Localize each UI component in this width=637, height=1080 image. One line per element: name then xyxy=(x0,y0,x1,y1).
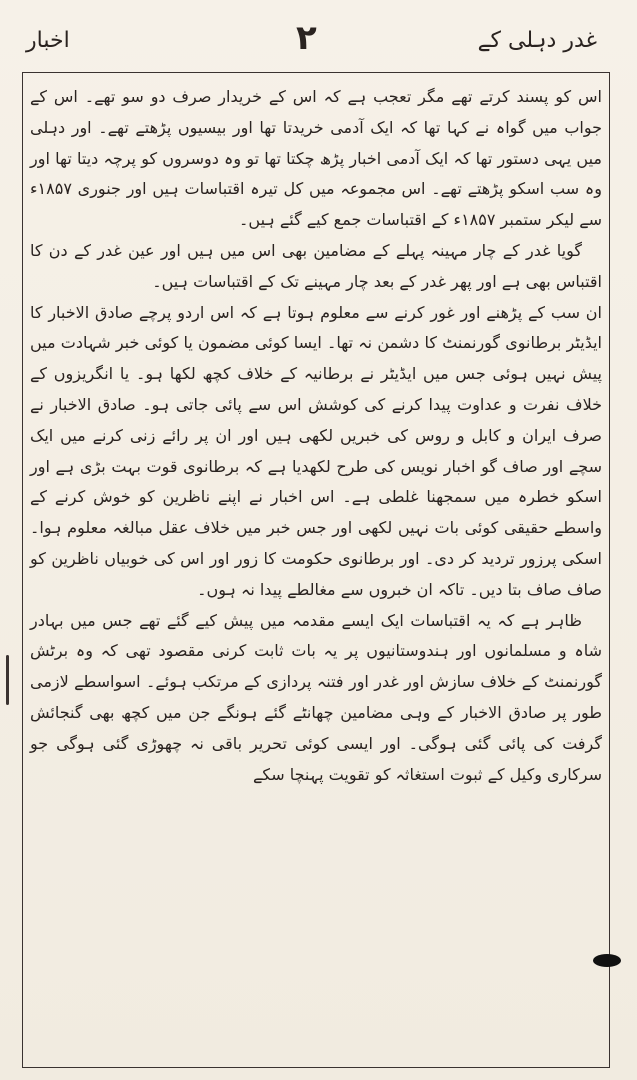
margin-pen-mark xyxy=(6,655,9,705)
paragraph-1: اس کو پسند کرتے تھے مگر تعجب ہے کہ اس کے خریدار صرف دو سو تھے۔ اس کے جواب میں گواہ نے کہا تھا کہ ایک آدمی خریدتا تھا اور بیسیوں پڑھتے تھے۔ اور دہلی میں یہی دستور تھا کہ ایک آدمی اخبار پڑھ چکتا تھا تو وہ دوسروں کو پرچہ دیتا تھا اور وہ سب اسکو پڑھتے تھے۔ اس مجموعہ میں کل تیرہ اقتباسات ہیں اور جنوری ۱۸۵۷ء سے لیکر ستمبر ۱۸۵۷ء کے اقتباسات جمع کیے گئے ہیں۔ xyxy=(30,87,602,230)
ink-blot xyxy=(593,954,621,967)
paragraph-3: ان سب کے پڑھنے اور غور کرنے سے معلوم ہوتا ہے کہ اس اردو پرچے صادق الاخبار کا ایڈیٹر برطانوی گورنمنٹ کا دشمن نہ تھا۔ ایسا کوئی مضمون یا کوئی خبر شہادت میں پیش نہیں ہوئی جس میں ایڈیٹر نے برطانیہ کے خلاف کچھ لکھا ہو۔ یا انگریزوں کے خلاف نفرت و عداوت پیدا کرنے کی کوشش اس سے پائی جاتی ہو۔ صادق الاخبار نے صرف ایران و کابل و روس کی خبریں لکھی ہیں اور ان پر رائے زنی کرنے میں ایک سچے اور صاف گو اخبار نویس کی طرح لکھدیا ہے کہ برطانوی قوت بہت بڑی ہے اور اسکو خطرہ میں سمجھنا غلطی ہے۔ اس اخبار نے اپنے ناظرین کو خوش کرنے کے واسطے حقیقی کوئی بات نہیں لکھی اور جس خبر میں خلاف عقل مبالغہ معلوم ہوا۔ اسکی پرزور تردید کر دی۔ اور برطانوی حکومت کا زور اور اس کی خوبیاں ناظرین کو صاف صاف بتا دیں۔ تاکہ ان خبروں سے مغالطے پیدا نہ ہوں۔ xyxy=(30,302,602,599)
page-header xyxy=(0,0,637,72)
running-title-right: غدر دہلی کے xyxy=(477,28,597,53)
running-title-left: اخبار xyxy=(26,28,70,53)
paragraph-2: گویا غدر کے چار مہینہ پہلے کے مضامین بھی اس میں ہیں اور عین غدر کے دن کا اقتباس بھی ہے اور پھر غدر کے بعد چار مہینے تک کے اقتباسات ہیں۔ xyxy=(30,240,602,291)
paragraph-4: ظاہر ہے کہ یہ اقتباسات ایک ایسے مقدمہ میں پیش کیے گئے تھے جس میں بہادر شاہ و مسلمانوں اور ہندوستانیوں پر یہ بات ثابت کرنی مقصود تھی کہ وہ برٹش گورنمنٹ کے خلاف سازش اور غدر اور فتنہ پردازی کے مرتکب ہوئے۔ اسواسطے لازمی طور پر صادق الاخبار کے وہی مضامین چھانٹے گئے ہونگے جن میں کچھ بھی گنجائش گرفت کی پائی گئی ہوگی۔ اور ایسی کوئی تحریر باقی نہ چھوڑی گئی ہوگی جو سرکاری وکیل کے ثبوت استغاثہ کو تقویت پہنچا سکے xyxy=(30,610,602,784)
body-text xyxy=(30,82,602,790)
page-number: ۲ xyxy=(296,18,317,58)
